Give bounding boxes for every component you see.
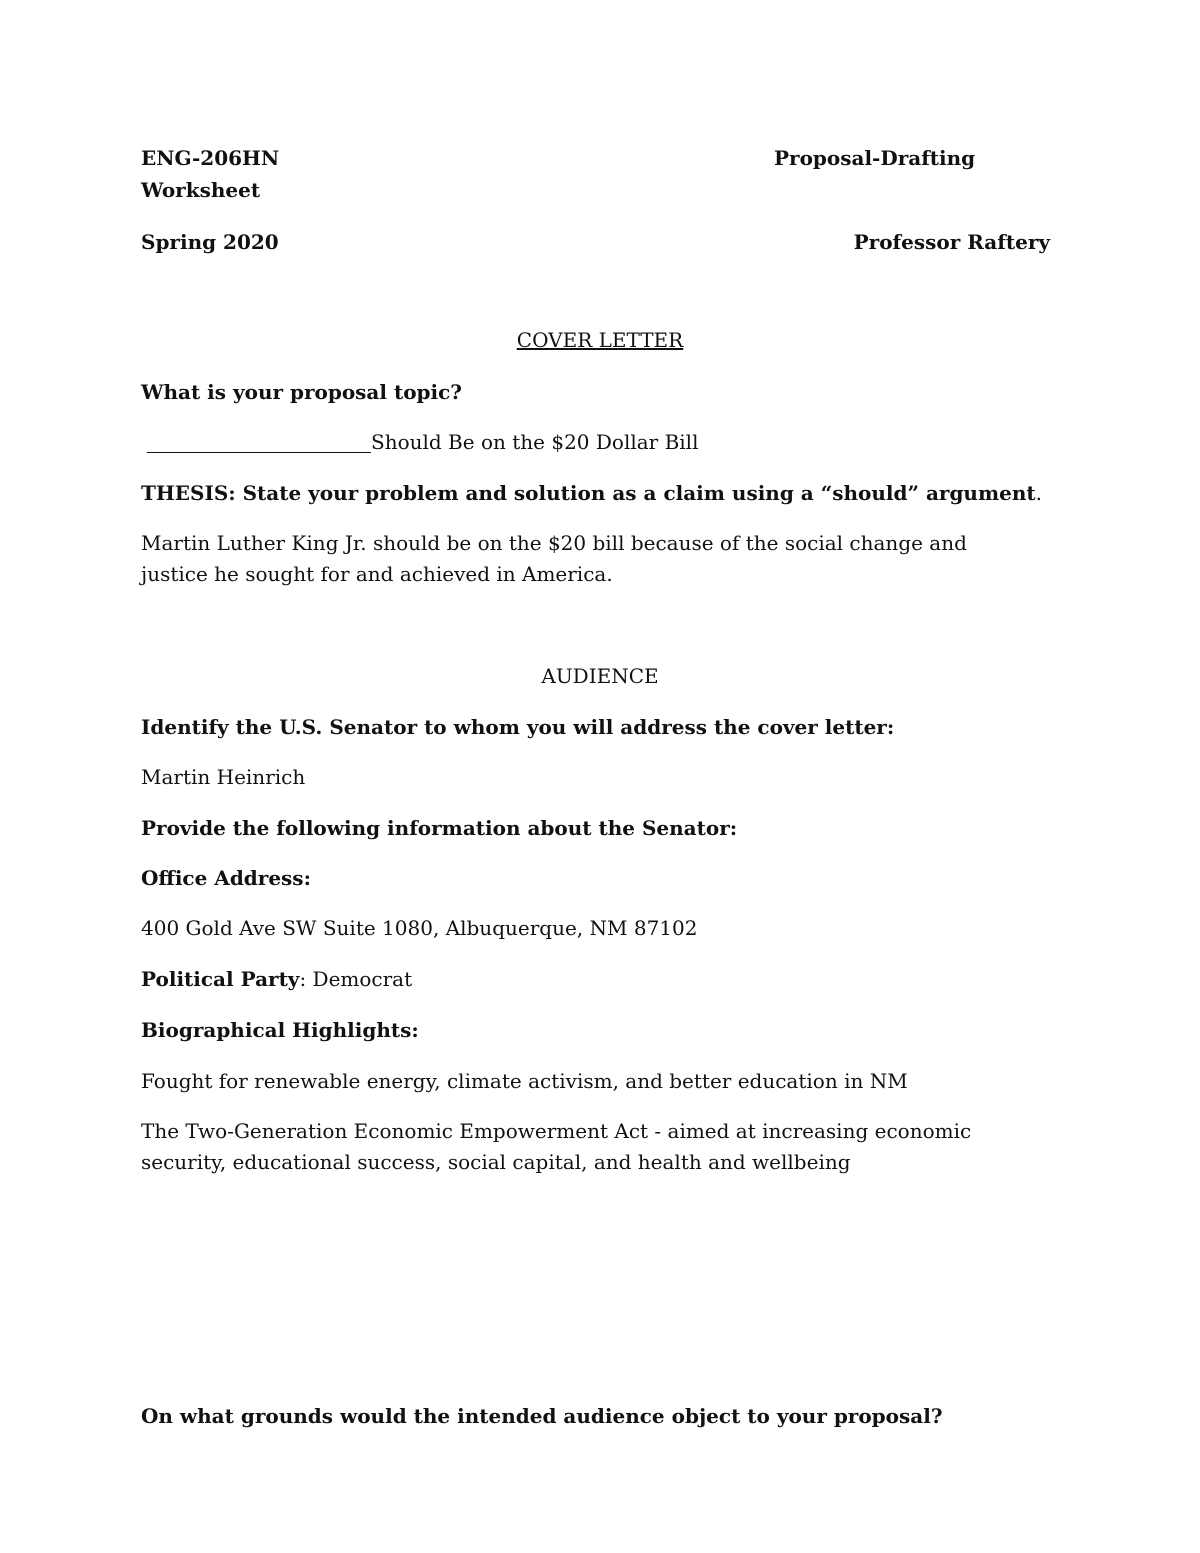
office-address-label: Office Address: bbox=[141, 866, 311, 890]
thesis-label: THESIS: State your problem and solution as a claim using a “should” argument bbox=[141, 481, 1036, 505]
topic-question: What is your proposal topic? bbox=[141, 380, 463, 404]
professor-name: Professor Raftery bbox=[853, 230, 1050, 254]
thesis-label-period: . bbox=[1035, 481, 1042, 505]
party-label: Political Party bbox=[141, 967, 300, 991]
party-value: : Democrat bbox=[299, 967, 413, 991]
office-address-value: 400 Gold Ave SW Suite 1080, Albuquerque, NM 87102 bbox=[141, 916, 698, 940]
bio-highlight-1: Fought for renewable energy, climate activism, and better education in NM bbox=[141, 1069, 908, 1093]
term: Spring 2020 bbox=[141, 230, 279, 254]
senator-info-prompt: Provide the following information about the Senator: bbox=[141, 816, 738, 840]
political-party bbox=[141, 963, 412, 995]
audience-heading: AUDIENCE bbox=[541, 664, 659, 688]
bio-highlight-2: The Two-Generation Economic Empowerment Act - aimed at increasing economic security, educational success, social capital, and health and wellbeing bbox=[141, 1119, 972, 1174]
course-code: ENG-206HN bbox=[141, 146, 280, 170]
document-title: Proposal-Drafting bbox=[774, 146, 976, 170]
senator-answer: Martin Heinrich bbox=[141, 765, 306, 789]
objection-question: On what grounds would the intended audience object to your proposal? bbox=[141, 1404, 943, 1428]
topic-answer: Should Be on the $20 Dollar Bill bbox=[371, 430, 699, 454]
thesis-answer: Martin Luther King Jr. should be on the $20 bill because of the social change and justice he sought for and achieved in America. bbox=[141, 531, 967, 586]
topic-answer-line bbox=[141, 426, 698, 458]
bio-highlights-label: Biographical Highlights: bbox=[141, 1018, 419, 1042]
cover-letter-heading: COVER LETTER bbox=[516, 328, 684, 352]
document-title-continued: Worksheet bbox=[141, 178, 261, 202]
topic-blank bbox=[147, 430, 371, 453]
senator-question: Identify the U.S. Senator to whom you will address the cover letter: bbox=[141, 715, 895, 739]
thesis-prompt bbox=[141, 477, 1042, 509]
